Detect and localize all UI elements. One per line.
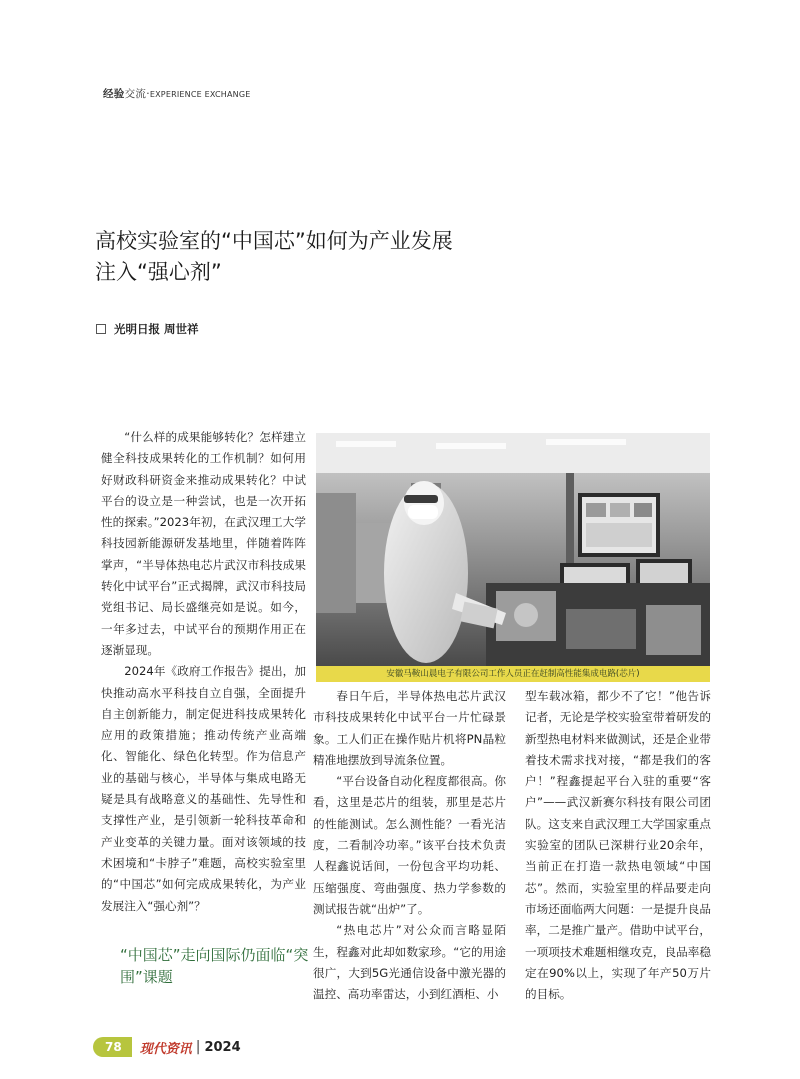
issue-year: 2024 (204, 1039, 241, 1055)
byline-text: 光明日报 周世祥 (114, 322, 199, 336)
section-label-en: EXPERIENCE EXCHANGE (149, 90, 251, 99)
paragraph: “热电芯片”对公众而言略显陌生，程鑫对此却如数家珍。“它的用途很广，大到5G光通信设备中激光器的温控、高功率雷达，小到红酒柜、小 (313, 923, 506, 1002)
byline-square-icon (96, 324, 106, 334)
column-1 (101, 427, 306, 917)
paragraph: “平台设备自动化程度都很高。你看，这里是芯片的组装，那里是芯片的性能测试。怎么测性能？一看光洁度，二看制冷功率。”该平台技术负责人程鑫说话间，一份包含平均功耗、压缩强度、弯曲强度、热力学参数的测试报告就“出炉”了。 (313, 774, 506, 916)
article-title-line-1: 高校实验室的“中国芯”如何为产业发展 (95, 229, 453, 253)
footer-separator: | (195, 1039, 201, 1055)
article-photo (316, 433, 710, 666)
section-subheading: “中国芯”走向国际仍面临“突围”课题 (120, 946, 309, 986)
page-number: 78 (93, 1037, 132, 1057)
magazine-name: 现代资讯 (139, 1041, 192, 1057)
section-label-bold: 经验 (103, 88, 125, 100)
article-title (95, 226, 453, 288)
lab-photo-illustration (316, 433, 710, 666)
byline (96, 321, 199, 337)
page-footer (93, 1036, 241, 1058)
paragraph: 型车载冰箱，都少不了它！”他告诉记者，无论是学校实验室带着研发的新型热电材料来做测试，还是企业带着技术需求找对接，“都是我们的客户！”程鑫提起平台入驻的重要“客户”——武汉新赛尔科技有限公司团队。这支来自武汉理工大学国家重点实验室的团队已深耕行业20余年，当前正在打造一款热电领域“中国芯”。然而，实验室里的样品要走向市场还面临两大问题：一是提升良品率，二是推广量产。借助中试平台，一项项技术难题相继攻克，良品率稳定在90%以上，实现了年产50万片的目标。 (525, 689, 711, 1002)
section-label-dot: · (146, 88, 150, 100)
article-title-line-2: 注入“强心剂” (95, 260, 222, 284)
paragraph: 春日午后，半导体热电芯片武汉市科技成果转化中试平台一片忙碌景象。工人们正在操作贴片机将PN晶粒精准地摆放到导流条位置。 (313, 689, 506, 767)
column-2 (313, 686, 506, 1005)
paragraph: 2024年《政府工作报告》提出，加快推动高水平科技自立自强，全面提升自主创新能力，制定促进科技成果转化应用的政策措施；推动传统产业高端化、智能化、绿色化转型。作为信息产业的基础与核心，半导体与集成电路无疑是具有战略意义的基础性、先导性和支撑性产业，是引领新一轮科技革命和产业变革的关键力量。面对该领域的技术困境和“卡脖子”难题，高校实验室里的“中国芯”如何完成成果转化，为产业发展注入“强心剂”？ (101, 664, 306, 913)
section-label-cn: 交流 (124, 88, 147, 100)
paragraph: “什么样的成果能够转化？怎样建立健全科技成果转化的工作机制？如何用好财政科研资金来推动成果转化？中试平台的设立是一种尝试，也是一次开拓性的探索。”2023年初，在武汉理工大学科技园新能源研发基地里，伴随着阵阵掌声，“半导体热电芯片武汉市科技成果转化中试平台”正式揭牌，武汉市科技局党组书记、局长盛继亮如是说。如今，一年多过去，中试平台的预期作用正在逐渐显现。 (101, 430, 306, 657)
photo-caption: 安徽马鞍山晨电子有限公司工作人员正在赶制高性能集成电路(芯片) (316, 666, 710, 682)
column-3 (525, 686, 711, 1005)
section-label (103, 86, 250, 101)
